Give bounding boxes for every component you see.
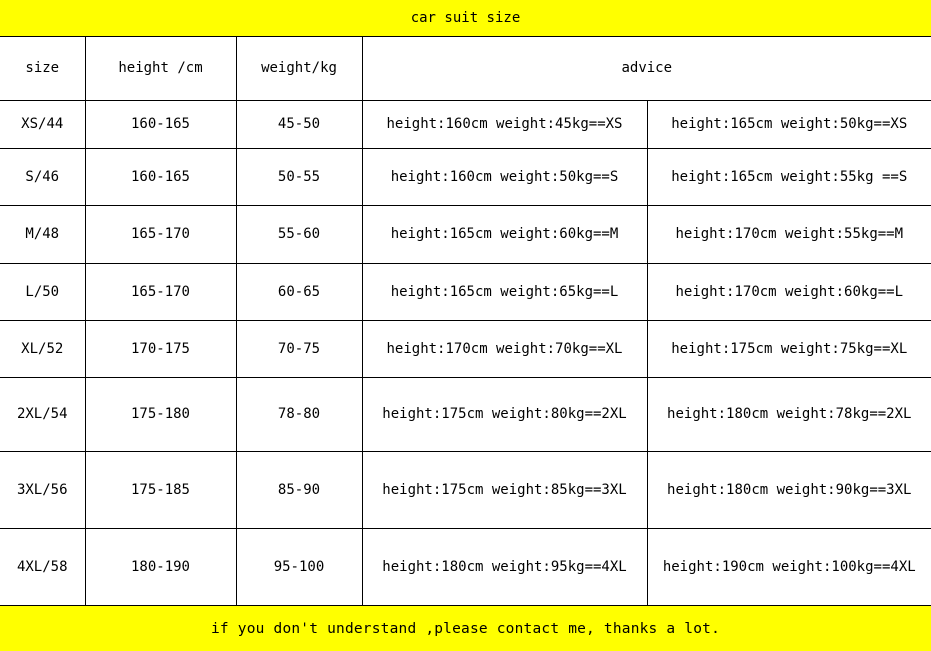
table-row	[0, 451, 931, 528]
advice-cell: height:160cm weight:45kg==XS	[362, 100, 647, 148]
height-cell: 165-170	[85, 205, 236, 263]
height-cell: 165-170	[85, 263, 236, 320]
size-cell: S/46	[0, 148, 85, 205]
size-chart-table	[0, 37, 931, 606]
size-cell: 4XL/58	[0, 528, 85, 605]
advice-cell: height:165cm weight:65kg==L	[362, 263, 647, 320]
advice-cell: height:175cm weight:75kg==XL	[647, 320, 931, 377]
height-cell: 175-180	[85, 377, 236, 451]
size-cell: L/50	[0, 263, 85, 320]
advice-cell: height:180cm weight:90kg==3XL	[647, 451, 931, 528]
advice-cell: height:190cm weight:100kg==4XL	[647, 528, 931, 605]
size-cell: XL/52	[0, 320, 85, 377]
advice-cell: height:175cm weight:80kg==2XL	[362, 377, 647, 451]
advice-cell: height:175cm weight:85kg==3XL	[362, 451, 647, 528]
advice-cell: height:170cm weight:55kg==M	[647, 205, 931, 263]
advice-cell: height:180cm weight:95kg==4XL	[362, 528, 647, 605]
size-cell: 3XL/56	[0, 451, 85, 528]
table-row	[0, 320, 931, 377]
footer-note: if you don't understand ,please contact me, thanks a lot.	[211, 620, 720, 637]
table-row	[0, 100, 931, 148]
weight-cell: 45-50	[236, 100, 362, 148]
footer-banner	[0, 605, 931, 651]
table-row	[0, 205, 931, 263]
table-row	[0, 148, 931, 205]
page-title: car suit size	[410, 10, 521, 26]
table-row	[0, 528, 931, 605]
height-cell: 180-190	[85, 528, 236, 605]
weight-cell: 55-60	[236, 205, 362, 263]
height-cell: 175-185	[85, 451, 236, 528]
weight-cell: 60-65	[236, 263, 362, 320]
advice-cell: height:170cm weight:60kg==L	[647, 263, 931, 320]
table-row	[0, 377, 931, 451]
weight-cell: 70-75	[236, 320, 362, 377]
table-header-row	[0, 37, 931, 100]
header-weight: weight/kg	[236, 37, 362, 100]
advice-cell: height:165cm weight:55kg ==S	[647, 148, 931, 205]
advice-cell: height:180cm weight:78kg==2XL	[647, 377, 931, 451]
size-cell: M/48	[0, 205, 85, 263]
title-banner	[0, 0, 931, 37]
height-cell: 160-165	[85, 148, 236, 205]
weight-cell: 95-100	[236, 528, 362, 605]
weight-cell: 85-90	[236, 451, 362, 528]
header-height: height /cm	[85, 37, 236, 100]
height-cell: 160-165	[85, 100, 236, 148]
weight-cell: 78-80	[236, 377, 362, 451]
header-size: size	[0, 37, 85, 100]
table-row	[0, 263, 931, 320]
advice-cell: height:165cm weight:50kg==XS	[647, 100, 931, 148]
header-advice: advice	[362, 37, 931, 100]
weight-cell: 50-55	[236, 148, 362, 205]
advice-cell: height:170cm weight:70kg==XL	[362, 320, 647, 377]
size-cell: 2XL/54	[0, 377, 85, 451]
advice-cell: height:160cm weight:50kg==S	[362, 148, 647, 205]
height-cell: 170-175	[85, 320, 236, 377]
advice-cell: height:165cm weight:60kg==M	[362, 205, 647, 263]
size-cell: XS/44	[0, 100, 85, 148]
